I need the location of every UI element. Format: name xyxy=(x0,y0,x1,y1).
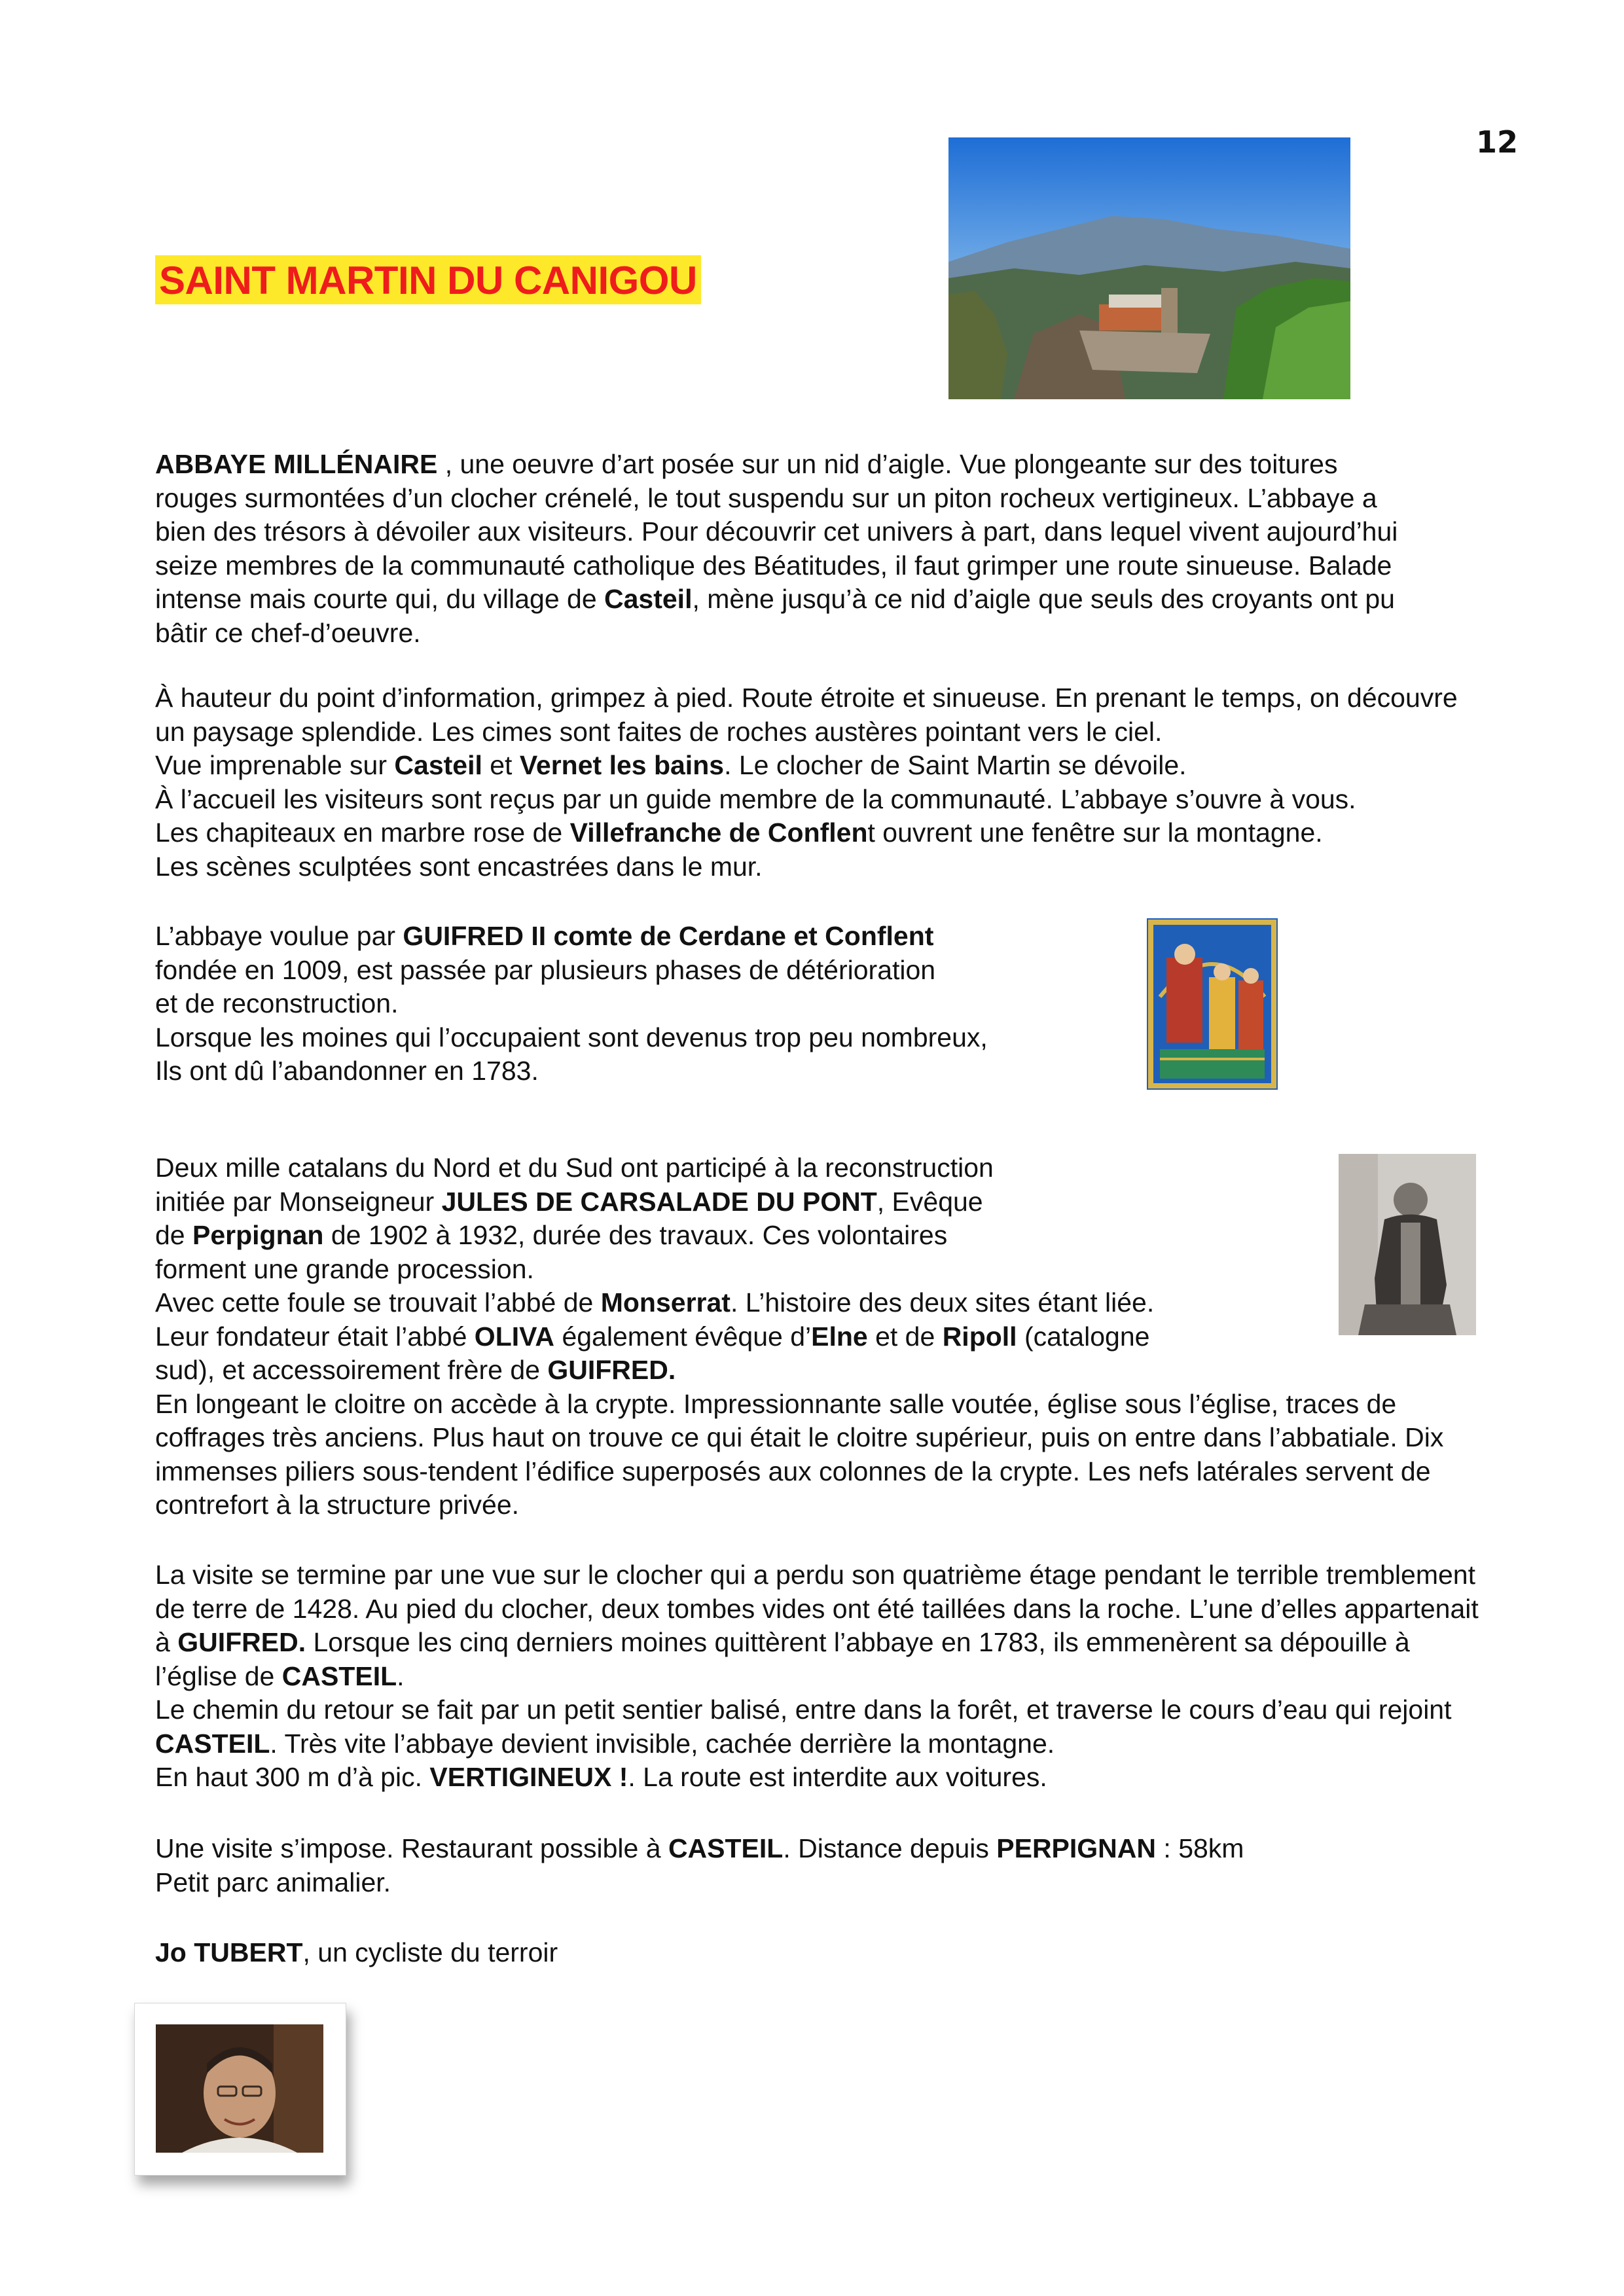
paragraph-reconstruction xyxy=(155,1151,1490,1522)
paragraph-intro xyxy=(155,448,1399,650)
paragraph-visit-end: La visite se termine par une vue sur le clocher qui a perdu son quatrième étage pendant le terrible tremblement de terre de 1428. Au pied du clocher, deux tombes vides ont été taillées dans la roche. L’une d’elles appartenait à GUIFRED. Lorsque les cinq derniers moines quittèrent l’abbaye en 1783, ils emmenèrent sa dépouille à l’église de CASTEIL. Le chemin du retour se fait par un petit sentier balisé, entre dans la forêt, et traverse le cours d’eau qui rejoint CASTEIL. Très vite l’abbaye devient invisible, cachée derrière la montagne. En haut 300 m d’à pic. VERTIGINEUX !. La route est interdite aux voitures. xyxy=(155,1558,1484,1795)
text: , une oeuvre d’art posée sur un nid d’aigle. Vue plongeante sur des toitures rouges surmontées d’un clocher crénelé, le tout suspendu sur un piton rocheux vertigineux. L’abbaye a bien des trésors à dévoiler aux visiteurs. Pour découvrir cet univers à part, dans lequel vivent aujourd’hui seize membres de la communauté catholique des Béatitudes, il faut grimper une route sinueuse. Balade intense mais courte qui, du village de xyxy=(155,449,1398,614)
text-line: Avec cette foule se trouvait l’abbé de Monserrat. L’histoire des deux sites étant liée. xyxy=(155,1287,1155,1318)
text-line: Leur fondateur était l’abbé OLIVA également évêque d’Elne et de Ripoll (catalogne xyxy=(155,1321,1150,1352)
text-line: forment une grande procession. xyxy=(155,1253,534,1284)
text-line: Deux mille catalans du Nord et du Sud ont participé à la reconstruction xyxy=(155,1153,994,1183)
signature xyxy=(155,1936,941,1970)
page-number: 12 xyxy=(1476,124,1519,160)
text-line: Le chemin du retour se fait par un petit sentier balisé, entre dans la forêt, et traverse le cours d’eau qui rejoint CASTEIL. Très vite l’abbaye devient invisible, cachée derrière la montagne. xyxy=(155,1695,1452,1759)
text-line: Vue imprenable sur Casteil et Vernet les bains. Le clocher de Saint Martin se dévoile. xyxy=(155,750,1187,780)
text: , mène jusqu’à ce nid d’aigle que seuls des croyants ont pu bâtir ce chef-d’oeuvre. xyxy=(155,584,1395,648)
text-line: À l’accueil les visiteurs sont reçus par un guide membre de la communauté. L’abbaye s’ouvre à vous. xyxy=(155,783,1356,814)
text-line: sud), et accessoirement frère de GUIFRED. xyxy=(155,1355,676,1385)
paragraph-practical-info xyxy=(155,1832,1484,1899)
text-line: Les scènes sculptées sont encastrées dans le mur. xyxy=(155,851,763,882)
paragraph-guifred xyxy=(155,920,1124,1088)
text-line: Petit parc animalier. xyxy=(155,1867,391,1897)
text-line: L’abbaye voulue par GUIFRED II comte de Cerdane et Conflent xyxy=(155,921,934,951)
stained-glass-image xyxy=(1147,918,1278,1090)
text-line: de Perpignan de 1902 à 1932, durée des travaux. Ces volontaires xyxy=(155,1220,948,1250)
text-line: À hauteur du point d’information, grimpez à pied. Route étroite et sinueuse. En prenant le temps, on découvre un paysage splendide. Les cimes sont faites de roches austères pointant vers le ciel. xyxy=(155,683,1458,747)
paragraph-route xyxy=(155,681,1484,884)
text-line: Les chapiteaux en marbre rose de Villefranche de Conflent ouvrent une fenêtre sur la montagne. xyxy=(155,817,1323,848)
text-line: Une visite s’impose. Restaurant possible à CASTEIL. Distance depuis PERPIGNAN : 58km xyxy=(155,1833,1244,1863)
text-line: et de reconstruction. xyxy=(155,988,399,1018)
text-line: En haut 300 m d’à pic. VERTIGINEUX !. La route est interdite aux voitures. xyxy=(155,1762,1047,1792)
bold-text: ABBAYE MILLÉNAIRE xyxy=(155,449,438,479)
author-description: , un cycliste du terroir xyxy=(302,1937,558,1967)
text-line: Ils ont dû l’abandonner en 1783. xyxy=(155,1056,539,1086)
author-name: Jo TUBERT xyxy=(155,1937,303,1967)
text-line: initiée par Monseigneur JULES DE CARSALADE DU PONT, Evêque xyxy=(155,1186,983,1217)
text-block: En longeant le cloitre on accède à la crypte. Impressionnante salle voutée, église sous l’église, traces de coffrages très anciens. Plus haut on trouve ce qui était le cloitre supérieur, puis on entre dans l’abbatiale. Dix immenses piliers sous-tendent l’édifice superposés aux colonnes de la crypte. Les nefs latérales servent de contrefort à la structure privée. xyxy=(155,1388,1444,1520)
author-portrait-photo xyxy=(156,2024,323,2153)
text-line: Lorsque les moines qui l’occupaient sont devenus trop peu nombreux, xyxy=(155,1022,988,1052)
bold-text: Casteil xyxy=(604,584,693,614)
abbey-landscape-photo xyxy=(948,137,1350,399)
page-title: SAINT MARTIN DU CANIGOU xyxy=(155,255,701,304)
bishop-portrait-photo xyxy=(1339,1154,1476,1335)
author-photo-frame xyxy=(134,2003,346,2176)
text-line: fondée en 1009, est passée par plusieurs phases de détérioration xyxy=(155,954,936,985)
